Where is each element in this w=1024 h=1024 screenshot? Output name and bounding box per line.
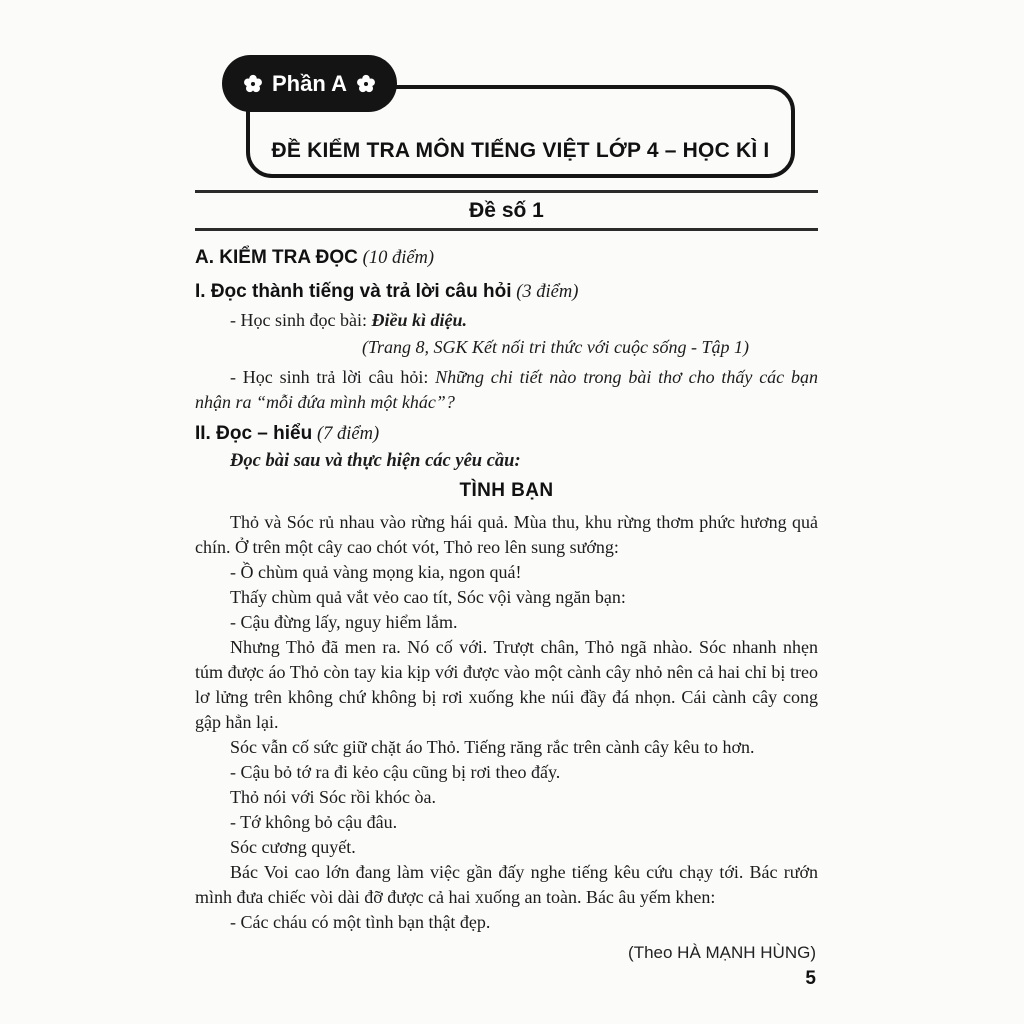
reading-task-prefix: - Học sinh đọc bài:	[230, 310, 372, 330]
story-paragraph: Sóc cương quyết.	[230, 837, 356, 857]
part-i-points: (3 điểm)	[516, 282, 579, 302]
story-paragraph: - Các cháu có một tình bạn thật đẹp.	[230, 912, 491, 932]
story-paragraph: Thỏ nói với Sóc rồi khóc òa.	[230, 787, 436, 807]
page-content	[195, 0, 818, 963]
page-header	[195, 0, 818, 178]
reading-task-line	[195, 308, 818, 333]
question-prefix: - Học sinh trả lời câu hỏi:	[230, 367, 436, 387]
test-number-bar	[195, 190, 818, 231]
test-number: Đề số 1	[469, 199, 544, 222]
part-i-heading	[195, 279, 818, 305]
part-badge	[222, 55, 397, 112]
story-paragraph: - Cậu bỏ tớ ra đi kẻo cậu cũng bị rơi theo đấy.	[230, 762, 561, 782]
story-paragraph: - Cậu đừng lấy, nguy hiểm lắm.	[230, 612, 458, 632]
section-a-label: A. KIỂM TRA ĐỌC	[195, 247, 358, 268]
story-paragraph: Nhưng Thỏ đã men ra. Nó cố với. Trượt chân, Thỏ ngã nhào. Sóc nhanh nhẹn túm được áo Thỏ còn tay kia kịp với được vào một cành cây nhỏ nên cả hai chỉ bị treo lơ lửng trên không chứ không bị rơi xuống khe núi đầy đá nhọn. Cái cành cây cong gập hẳn lại.	[195, 637, 818, 732]
part-ii-points: (7 điểm)	[316, 424, 380, 444]
section-a-points: (10 điểm)	[362, 248, 435, 268]
question-text: Những chi tiết nào trong bài thơ cho thấy các bạn nhận ra “mỗi đứa mình một khác”?	[195, 367, 818, 412]
part-i-label: I. Đọc thành tiếng và trả lời câu hỏi	[195, 281, 512, 302]
section-a-heading	[195, 245, 818, 271]
question-line	[195, 365, 818, 415]
reading-source: (Trang 8, SGK Kết nối tri thức với cuộc sống - Tập 1)	[362, 337, 749, 357]
story-paragraph: Thỏ và Sóc rủ nhau vào rừng hái quả. Mùa thu, khu rừng thơm phức hương quả chín. Ở trên một cây cao chót vót, Thỏ reo lên sung sướng:	[195, 512, 818, 557]
instruction-line: Đọc bài sau và thực hiện các yêu cầu:	[230, 451, 521, 471]
part-badge-label: Phần A	[272, 70, 347, 96]
part-ii-heading	[195, 421, 818, 447]
story-paragraph: Bác Voi cao lớn đang làm việc gần đấy nghe tiếng kêu cứu chạy tới. Bác rướn mình đưa chiếc vòi dài đỡ được cả hai xuống an toàn. Bác âu yếm khen:	[195, 862, 818, 907]
part-ii-label: II. Đọc – hiểu	[195, 423, 313, 444]
story-paragraph: - Tớ không bỏ cậu đâu.	[230, 812, 398, 832]
page-number: 5	[805, 968, 816, 989]
story-paragraph: Sóc vẫn cố sức giữ chặt áo Thỏ. Tiếng răng rắc trên cành cây kêu to hơn.	[230, 737, 755, 757]
reading-task-title: Điều kì diệu.	[371, 310, 467, 330]
story-attribution: (Theo HÀ MẠNH HÙNG)	[628, 943, 816, 962]
section-title: ĐỀ KIỂM TRA MÔN TIẾNG VIỆT LỚP 4 – HỌC KÌ I	[271, 139, 770, 162]
story-title: TÌNH BẠN	[459, 480, 554, 501]
flower-icon	[356, 74, 376, 94]
flower-icon	[243, 74, 263, 94]
story-paragraph: - Ồ chùm quả vàng mọng kia, ngon quá!	[230, 562, 522, 582]
story-paragraph: Thấy chùm quả vắt vẻo cao tít, Sóc vội vàng ngăn bạn:	[230, 587, 626, 607]
